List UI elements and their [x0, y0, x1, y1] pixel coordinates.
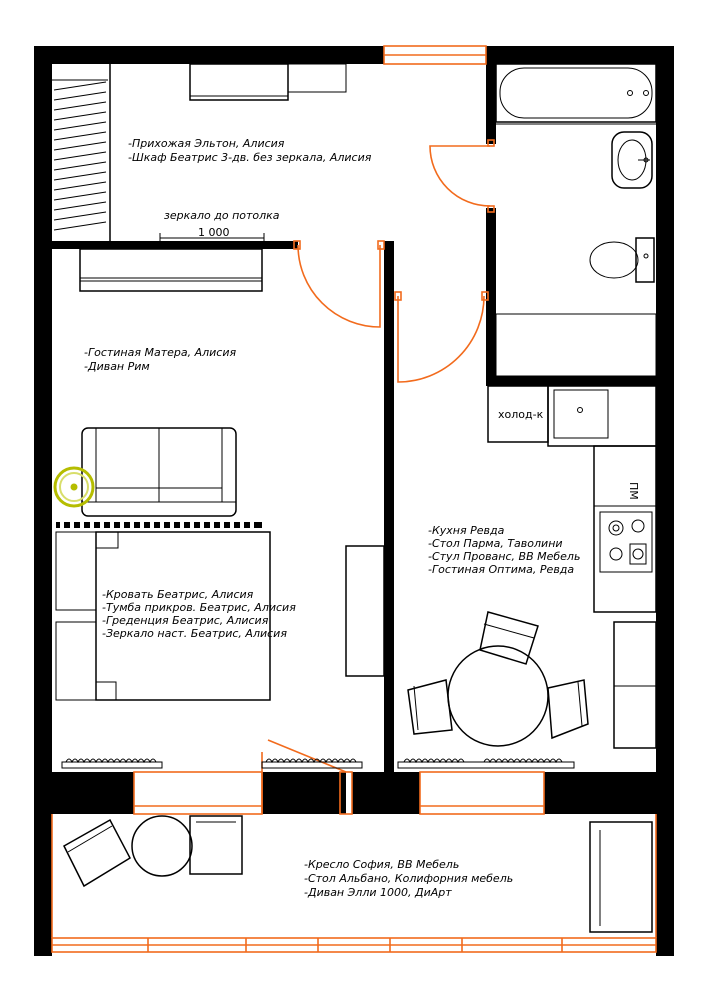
- toilet: [590, 238, 654, 282]
- dining-table: [448, 646, 548, 746]
- cursor-marker: [55, 468, 93, 506]
- balcony-armchair-2: [190, 816, 242, 874]
- kitchen-sofa: [614, 622, 656, 748]
- kitchen-label-2: -Стол Парма, Таволини: [428, 537, 563, 550]
- balcony-sofa: [590, 822, 652, 932]
- tv-stand: [80, 249, 262, 291]
- radiator-kitchen: [398, 759, 574, 768]
- living-room-label-2: -Диван Рим: [84, 360, 150, 373]
- hallway-label-2: -Шкаф Беатрис 3-дв. без зеркала, Алисия: [128, 151, 372, 164]
- outer-walls: [34, 46, 674, 956]
- balcony-table: [132, 816, 192, 876]
- balcony-label-2: -Стол Альбано, Колифорния мебель: [304, 872, 514, 885]
- dining-chair-left: [408, 680, 452, 734]
- bedroom-label-4: -Зеркало наст. Беатрис, Алисия: [102, 627, 287, 640]
- interior-walls: [52, 64, 656, 772]
- bedroom-label-2: -Тумба прикров. Беатрис, Алисия: [102, 601, 296, 614]
- sofa: [82, 428, 236, 516]
- mirror-note: зеркало до потолка: [164, 209, 280, 222]
- sink: [612, 132, 652, 188]
- kitchen-label-4: -Гостиная Оптима, Ревда: [428, 563, 575, 576]
- bedroom-label-1: -Кровать Беатрис, Алисия: [102, 588, 254, 601]
- kitchen-label-1: -Кухня Ревда: [428, 524, 505, 537]
- balcony-armchair-1: [64, 820, 130, 886]
- doors-windows: [52, 46, 656, 952]
- balcony-label-1: -Кресло София, ВВ Мебель: [304, 858, 460, 871]
- mirror-dimension-value: 1 000: [198, 226, 230, 239]
- living-room-label-1: -Гостиная Матера, Алисия: [84, 346, 237, 359]
- balcony-label-3: -Диван Элли 1000, ДиАрт: [304, 886, 452, 899]
- dishwasher-label: ПМ: [627, 482, 640, 500]
- bedroom-label-3: -Греденция Беатрис, Алисия: [102, 614, 269, 627]
- hallway-console: [190, 64, 346, 100]
- fridge-label: холод-к: [498, 408, 544, 421]
- dining-chair-right: [548, 680, 588, 738]
- curtain-rail-bedroom-top: [56, 522, 262, 528]
- kitchen-label-3: -Стул Прованс, ВВ Мебель: [428, 550, 581, 563]
- hallway-label-1: -Прихожая Эльтон, Алисия: [128, 137, 285, 150]
- greddenza: [346, 546, 384, 676]
- wardrobe: [52, 64, 110, 241]
- bathtub: [496, 64, 656, 122]
